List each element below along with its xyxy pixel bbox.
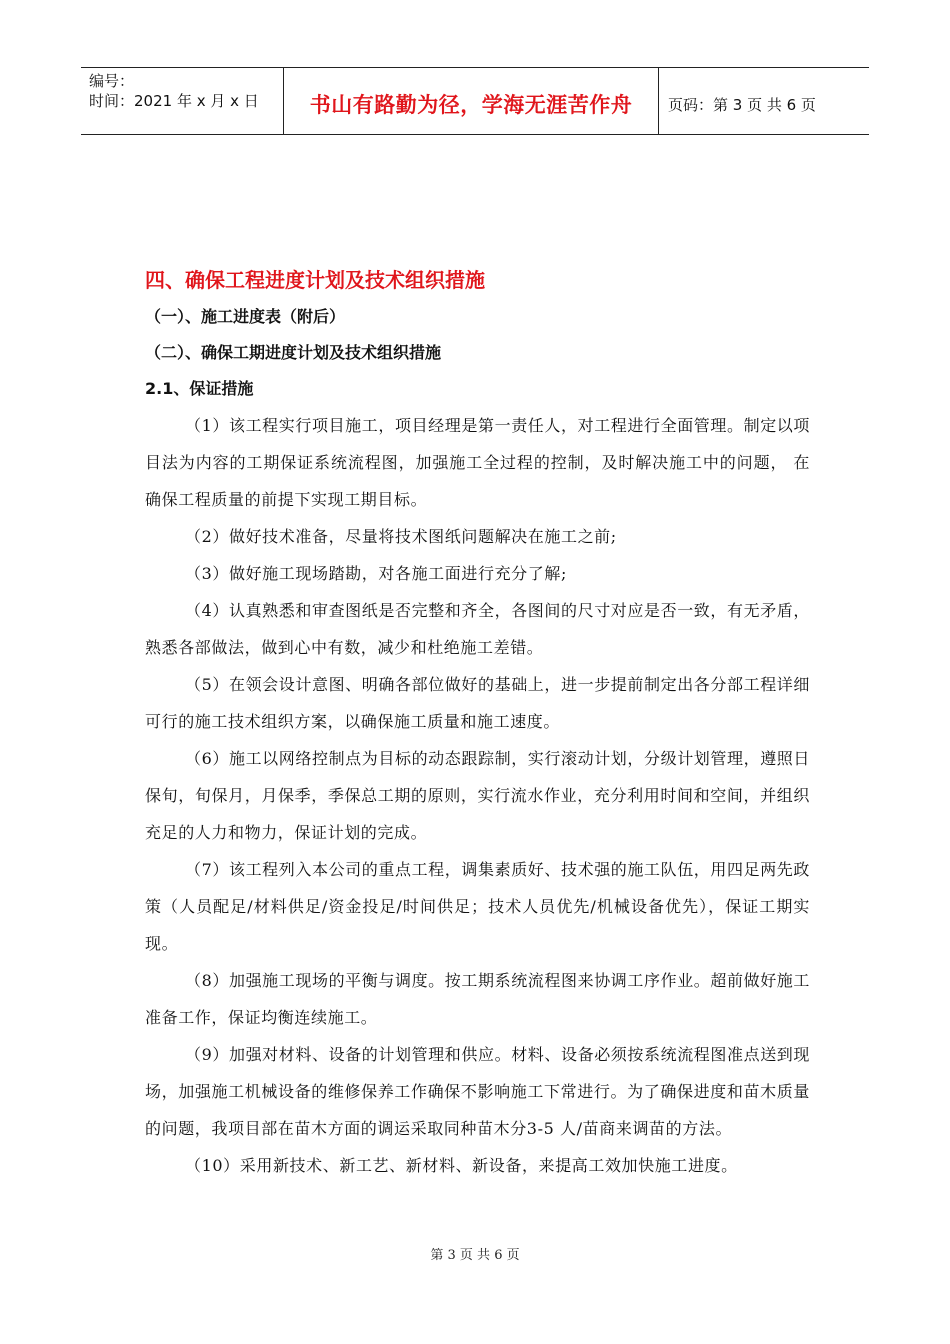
paragraph-5: （5）在领会设计意图、明确各部位做好的基础上，进一步提前制定出各分部工程详细可行的施工技术组织方案，以确保施工质量和施工速度。 [145, 675, 810, 731]
paragraph-4: （4）认真熟悉和审查图纸是否完整和齐全，各图间的尺寸对应是否一致，有无矛盾，熟悉各部做法，做到心中有数，减少和杜绝施工差错。 [145, 601, 810, 657]
paragraph-1: （1）该工程实行项目施工，项目经理是第一责任人，对工程进行全面管理。制定以项目法为内容的工期保证系统流程图，加强施工全过程的控制，及时解决施工中的问题， 在确保工程质量的前提下实现工期目标。 [145, 416, 810, 509]
subsection-1: （一）、施工进度表（附后） [145, 307, 346, 326]
paragraph-7: （7）该工程列入本公司的重点工程，调集素质好、技术强的施工队伍，用四足两先政策（人员配足/材料供足/资金投足/时间供足；技术人员优先/机械设备优先），保证工期实现。 [145, 860, 810, 953]
paragraph-8: （8）加强施工现场的平衡与调度。按工期系统流程图来协调工序作业。超前做好施工准备工作，保证均衡连续施工。 [145, 971, 810, 1027]
document-header [81, 67, 869, 135]
number-label: 编号： [89, 72, 135, 90]
paragraph-6: （6）施工以网络控制点为目标的动态跟踪制，实行滚动计划，分级计划管理，遵照日保旬，旬保月，月保季，季保总工期的原则，实行流水作业，充分利用时间和空间，并组织充足的人力和物力，保证计划的完成。 [145, 749, 810, 842]
document-body [145, 265, 810, 1184]
header-motto: 书山有路勤为径，学海无涯苦作舟 [284, 68, 659, 134]
subsection-2-1: 2.1、保证措施 [145, 379, 254, 398]
header-page-label: 页码：第 3 页 共 6 页 [668, 95, 816, 114]
section-title: 四、确保工程进度计划及技术组织措施 [145, 268, 485, 292]
paragraph-10: （10）采用新技术、新工艺、新材料、新设备，来提高工效加快施工进度。 [185, 1156, 738, 1175]
paragraph-3: （3）做好施工现场踏勘，对各施工面进行充分了解; [185, 564, 567, 583]
paragraph-9: （9）加强对材料、设备的计划管理和供应。材料、设备必须按系统流程图准点送到现场，加强施工机械设备的维修保养工作确保不影响施工下常进行。为了确保进度和苗木质量的问题，我项目部在苗木方面的调运采取同种苗木分3-5 人/苗商来调苗的方法。 [145, 1045, 810, 1138]
paragraph-2: （2）做好技术准备，尽量将技术图纸问题解决在施工之前; [185, 527, 617, 546]
header-meta [81, 68, 284, 134]
subsection-2: （二）、确保工期进度计划及技术组织措施 [145, 343, 442, 362]
page-footer: 第 3 页 共 6 页 [430, 1248, 520, 1263]
time-label: 时间：2021 年 x 月 x 日 [89, 92, 259, 110]
